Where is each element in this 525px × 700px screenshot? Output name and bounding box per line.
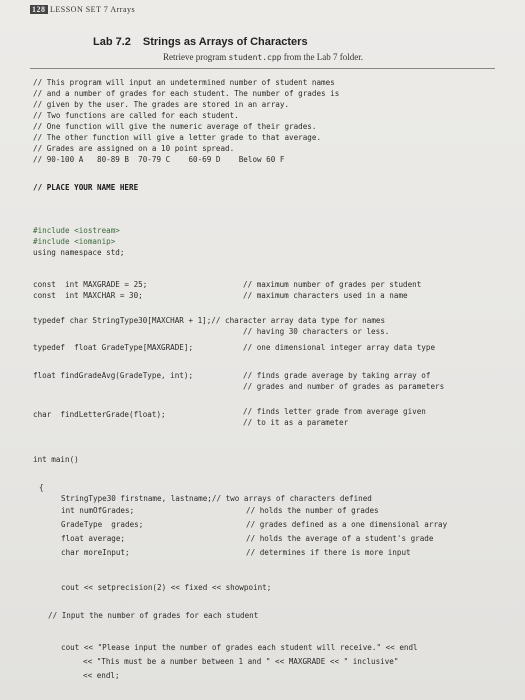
code-line: const int MAXGRADE = 25;: [33, 280, 148, 289]
retrieve-instruction: [163, 52, 363, 62]
code-comment: // to it as a parameter: [243, 418, 349, 427]
code-comment: // finds letter grade from average given: [243, 407, 426, 416]
divider: [30, 68, 495, 69]
code-comment: // grades and number of grades as parameters: [243, 382, 445, 391]
code-comment: // having 30 characters or less.: [243, 327, 390, 336]
code-line: using namespace std;: [33, 248, 125, 257]
code-line: {: [39, 483, 44, 492]
running-head: LESSON SET 7 Arrays: [50, 5, 136, 14]
code-line: << "This must be a number between 1 and " << MAXGRADE << " inclusive": [83, 657, 399, 666]
code-comment: // grades defined as a one dimensional array: [246, 520, 448, 529]
page-number: 128: [32, 5, 46, 14]
code-line: // One function will give the numeric average of their grades.: [33, 122, 317, 131]
code-comment: // one dimensional integer array data type: [243, 343, 436, 352]
code-line: typedef char StringType30[MAXCHAR + 1];// character array data type for names: [33, 316, 386, 325]
page-header: [30, 5, 135, 14]
code-line: float findGradeAvg(GradeType, int);: [33, 371, 194, 380]
code-comment: // finds grade average by taking array of: [243, 371, 431, 380]
code-line: cout << "Please input the number of grades each student will receive." << endl: [61, 643, 418, 652]
code-line: int numOfGrades;: [61, 506, 135, 515]
code-line: // 90-100 A 80-89 B 70-79 C 60-69 D Below 60 F: [33, 155, 285, 164]
code-line: StringType30 firstname, lastname;// two arrays of characters defined: [61, 494, 372, 503]
code-comment: // maximum characters used in a name: [243, 291, 408, 300]
code-line: const int MAXCHAR = 30;: [33, 291, 143, 300]
retrieve-suffix: from the Lab 7 folder.: [281, 52, 363, 62]
code-line: // PLACE YOUR NAME HERE: [33, 183, 139, 192]
code-comment: // maximum number of grades per student: [243, 280, 422, 289]
code-comment: // determines if there is more input: [246, 548, 411, 557]
code-line: // and a number of grades for each student. The number of grades is: [33, 89, 340, 98]
code-line: char findLetterGrade(float);: [33, 410, 166, 419]
code-line: #include <iomanip>: [33, 237, 116, 246]
code-line: // Input the number of grades for each student: [48, 611, 259, 620]
code-line: // given by the user. The grades are stored in an array.: [33, 100, 290, 109]
code-comment: // holds the number of grades: [246, 506, 379, 515]
retrieve-file: student.cpp: [228, 53, 282, 62]
code-line: char moreInput;: [61, 548, 130, 557]
code-line: cout << setprecision(2) << fixed << showpoint;: [61, 583, 272, 592]
code-line: << endl;: [83, 671, 120, 680]
code-line: // Grades are assigned on a 10 point spread.: [33, 144, 235, 153]
code-line: float average;: [61, 534, 126, 543]
code-line: #include <iostream>: [33, 226, 120, 235]
lab-title: Strings as Arrays of Characters: [142, 36, 308, 48]
code-line: GradeType grades;: [61, 520, 144, 529]
code-line: int main(): [33, 455, 79, 464]
code-line: // Two functions are called for each student.: [33, 111, 239, 120]
lab-heading: [93, 36, 308, 48]
code-comment: // holds the average of a student's grade: [246, 534, 434, 543]
code-line: typedef float GradeType[MAXGRADE];: [33, 343, 194, 352]
code-line: // The other function will give a letter grade to that average.: [33, 133, 322, 142]
code-line: // This program will input an undetermined number of student names: [33, 78, 335, 87]
lab-number: Lab 7.2: [93, 36, 131, 48]
retrieve-prefix: Retrieve program: [163, 52, 229, 62]
